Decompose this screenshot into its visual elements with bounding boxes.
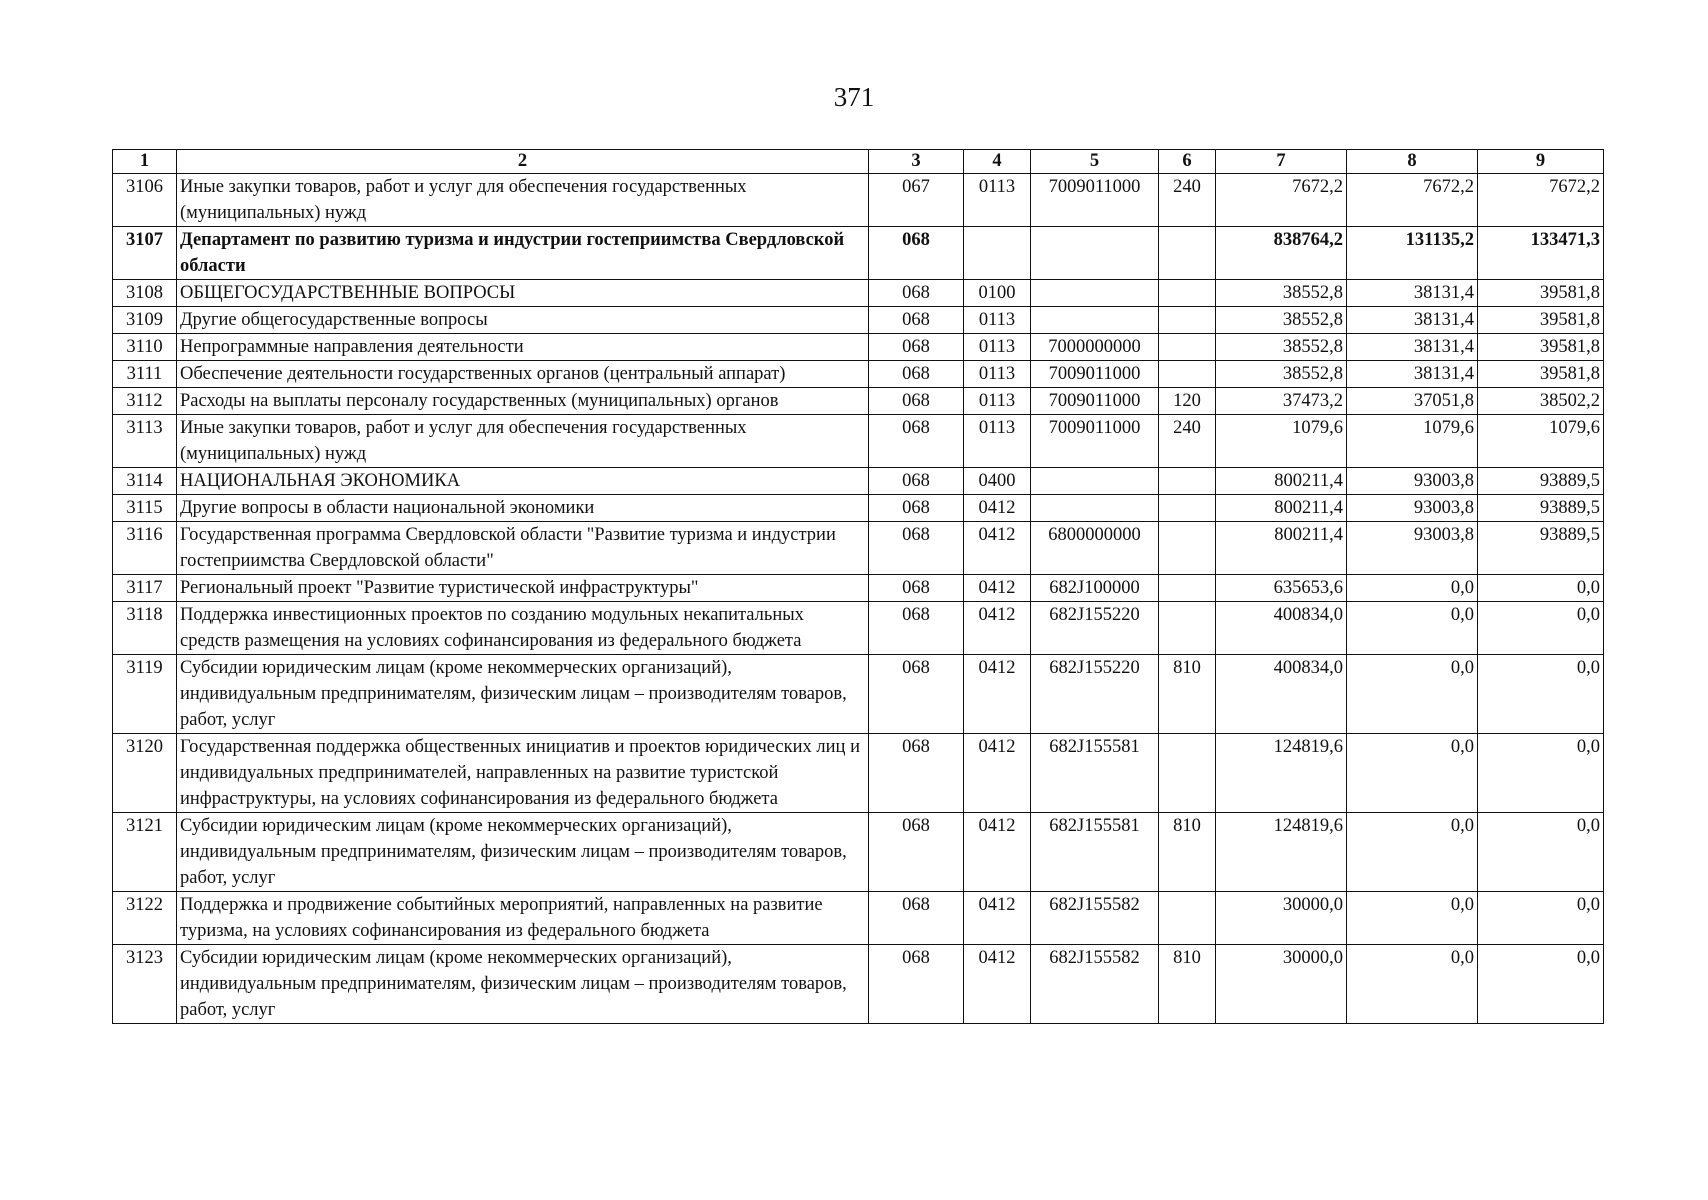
row-code-3: 068 [869,495,964,522]
table-row [113,388,1604,415]
row-value-8: 38131,4 [1347,361,1478,388]
row-code-5: 7009011000 [1031,361,1159,388]
row-code-6: 240 [1159,415,1216,468]
row-value-7: 800211,4 [1216,495,1347,522]
row-code-3: 068 [869,734,964,813]
table-row [113,280,1604,307]
row-value-9: 93889,5 [1478,468,1604,495]
row-value-8: 93003,8 [1347,495,1478,522]
row-value-9: 0,0 [1478,575,1604,602]
row-number: 3112 [113,388,177,415]
row-number: 3118 [113,602,177,655]
row-number: 3117 [113,575,177,602]
row-code-4: 0412 [964,734,1031,813]
row-number: 3108 [113,280,177,307]
row-description: Другие вопросы в области национальной экономики [177,495,869,522]
table-header [113,150,1604,174]
row-code-5: 7000000000 [1031,334,1159,361]
row-code-4: 0412 [964,892,1031,945]
row-value-9: 1079,6 [1478,415,1604,468]
row-value-9: 0,0 [1478,734,1604,813]
row-code-3: 068 [869,361,964,388]
row-code-5 [1031,468,1159,495]
budget-table [112,149,1604,1024]
row-description: Обеспечение деятельности государственных органов (центральный аппарат) [177,361,869,388]
row-number: 3109 [113,307,177,334]
row-description: Другие общегосударственные вопросы [177,307,869,334]
table-row [113,174,1604,227]
row-code-3: 068 [869,655,964,734]
row-code-4: 0113 [964,388,1031,415]
row-code-4: 0113 [964,174,1031,227]
header-row [113,150,1604,174]
row-code-6 [1159,522,1216,575]
column-header-7: 7 [1216,150,1347,174]
row-value-9: 39581,8 [1478,361,1604,388]
row-number: 3123 [113,945,177,1024]
column-header-1: 1 [113,150,177,174]
row-value-9: 39581,8 [1478,280,1604,307]
row-number: 3111 [113,361,177,388]
row-code-3: 068 [869,388,964,415]
row-number: 3121 [113,813,177,892]
table-row [113,334,1604,361]
row-value-8: 38131,4 [1347,307,1478,334]
row-code-5: 682J155582 [1031,892,1159,945]
row-code-4: 0412 [964,575,1031,602]
row-description: Субсидии юридическим лицам (кроме некоммерческих организаций), индивидуальным предпринимателям, физическим лицам – производителям товаров, работ, услуг [177,945,869,1024]
table-row [113,468,1604,495]
row-code-4: 0412 [964,495,1031,522]
row-code-4: 0412 [964,522,1031,575]
row-code-6 [1159,468,1216,495]
row-code-5: 682J155581 [1031,734,1159,813]
row-description: Непрограммные направления деятельности [177,334,869,361]
row-value-9: 0,0 [1478,655,1604,734]
row-value-7: 1079,6 [1216,415,1347,468]
row-description: ОБЩЕГОСУДАРСТВЕННЫЕ ВОПРОСЫ [177,280,869,307]
table-row [113,495,1604,522]
row-code-5: 7009011000 [1031,388,1159,415]
row-code-6: 120 [1159,388,1216,415]
row-value-7: 38552,8 [1216,280,1347,307]
row-value-7: 400834,0 [1216,602,1347,655]
row-code-6: 240 [1159,174,1216,227]
row-code-6 [1159,227,1216,280]
row-code-6 [1159,734,1216,813]
table-row [113,813,1604,892]
row-value-9: 0,0 [1478,602,1604,655]
row-value-9: 0,0 [1478,945,1604,1024]
row-value-7: 800211,4 [1216,468,1347,495]
row-description: Иные закупки товаров, работ и услуг для обеспечения государственных (муниципальных) нужд [177,415,869,468]
row-number: 3113 [113,415,177,468]
row-value-8: 1079,6 [1347,415,1478,468]
row-value-9: 38502,2 [1478,388,1604,415]
row-code-4: 0113 [964,307,1031,334]
table-row [113,307,1604,334]
column-header-5: 5 [1031,150,1159,174]
row-code-4: 0113 [964,415,1031,468]
row-value-7: 30000,0 [1216,945,1347,1024]
row-description: Департамент по развитию туризма и индустрии гостеприимства Свердловской области [177,227,869,280]
row-value-8: 93003,8 [1347,522,1478,575]
table-row [113,734,1604,813]
row-code-4: 0412 [964,945,1031,1024]
row-value-7: 37473,2 [1216,388,1347,415]
row-value-8: 0,0 [1347,892,1478,945]
row-description: Государственная программа Свердловской области "Развитие туризма и индустрии гостеприимства Свердловской области" [177,522,869,575]
table-row [113,602,1604,655]
row-code-4: 0100 [964,280,1031,307]
row-code-5: 7009011000 [1031,174,1159,227]
row-description: Государственная поддержка общественных инициатив и проектов юридических лиц и индивидуальных предпринимателей, направленных на развитие туристской инфраструктуры, на условиях софинансирования из федерального бюджета [177,734,869,813]
row-description: НАЦИОНАЛЬНАЯ ЭКОНОМИКА [177,468,869,495]
row-value-7: 124819,6 [1216,734,1347,813]
row-code-3: 068 [869,522,964,575]
row-code-6: 810 [1159,813,1216,892]
row-value-8: 38131,4 [1347,280,1478,307]
row-value-9: 0,0 [1478,813,1604,892]
row-code-6 [1159,892,1216,945]
row-code-3: 068 [869,468,964,495]
row-value-9: 0,0 [1478,892,1604,945]
row-code-4: 0412 [964,602,1031,655]
row-description: Поддержка и продвижение событийных мероприятий, направленных на развитие туризма, на условиях софинансирования из федерального бюджета [177,892,869,945]
row-description: Иные закупки товаров, работ и услуг для обеспечения государственных (муниципальных) нужд [177,174,869,227]
row-value-7: 38552,8 [1216,361,1347,388]
row-value-8: 0,0 [1347,575,1478,602]
row-code-6 [1159,334,1216,361]
row-code-3: 067 [869,174,964,227]
row-code-5 [1031,307,1159,334]
row-value-7: 838764,2 [1216,227,1347,280]
row-number: 3116 [113,522,177,575]
row-code-4: 0412 [964,655,1031,734]
row-code-4: 0113 [964,334,1031,361]
row-value-8: 0,0 [1347,945,1478,1024]
column-header-6: 6 [1159,150,1216,174]
row-code-6 [1159,602,1216,655]
table-row [113,945,1604,1024]
row-code-3: 068 [869,334,964,361]
row-number: 3120 [113,734,177,813]
row-number: 3110 [113,334,177,361]
row-number: 3119 [113,655,177,734]
page-number: 371 [833,82,875,112]
row-code-3: 068 [869,602,964,655]
row-value-8: 0,0 [1347,734,1478,813]
row-description: Субсидии юридическим лицам (кроме некоммерческих организаций), индивидуальным предпринимателям, физическим лицам – производителям товаров, работ, услуг [177,655,869,734]
row-code-4: 0113 [964,361,1031,388]
row-value-8: 7672,2 [1347,174,1478,227]
row-code-5: 682J155220 [1031,655,1159,734]
row-number: 3106 [113,174,177,227]
row-code-5 [1031,280,1159,307]
row-code-5 [1031,227,1159,280]
row-value-7: 7672,2 [1216,174,1347,227]
column-header-4: 4 [964,150,1031,174]
row-code-6: 810 [1159,945,1216,1024]
row-code-5: 682J155220 [1031,602,1159,655]
row-code-4: 0412 [964,813,1031,892]
column-header-9: 9 [1478,150,1604,174]
row-value-7: 800211,4 [1216,522,1347,575]
row-value-7: 30000,0 [1216,892,1347,945]
row-code-3: 068 [869,945,964,1024]
row-value-8: 93003,8 [1347,468,1478,495]
row-value-7: 38552,8 [1216,334,1347,361]
row-number: 3115 [113,495,177,522]
row-value-8: 131135,2 [1347,227,1478,280]
row-code-3: 068 [869,813,964,892]
row-number: 3114 [113,468,177,495]
row-value-8: 37051,8 [1347,388,1478,415]
row-code-5: 7009011000 [1031,415,1159,468]
row-code-5: 6800000000 [1031,522,1159,575]
row-code-5: 682J155582 [1031,945,1159,1024]
row-value-9: 133471,3 [1478,227,1604,280]
row-code-6 [1159,495,1216,522]
row-code-4 [964,227,1031,280]
table-row [113,892,1604,945]
row-code-4: 0400 [964,468,1031,495]
row-description: Поддержка инвестиционных проектов по созданию модульных некапитальных средств размещения на условиях софинансирования из федерального бюджета [177,602,869,655]
table-row [113,227,1604,280]
row-code-5: 682J155581 [1031,813,1159,892]
row-code-3: 068 [869,227,964,280]
row-code-5: 682J100000 [1031,575,1159,602]
column-header-2: 2 [177,150,869,174]
row-value-9: 39581,8 [1478,334,1604,361]
table-row [113,522,1604,575]
row-value-8: 0,0 [1347,655,1478,734]
row-code-6 [1159,280,1216,307]
row-value-7: 635653,6 [1216,575,1347,602]
table-row [113,575,1604,602]
row-value-8: 0,0 [1347,602,1478,655]
table-row [113,415,1604,468]
row-value-7: 124819,6 [1216,813,1347,892]
column-header-8: 8 [1347,150,1478,174]
row-description: Субсидии юридическим лицам (кроме некоммерческих организаций), индивидуальным предпринимателям, физическим лицам – производителям товаров, работ, услуг [177,813,869,892]
row-code-6 [1159,307,1216,334]
table-row [113,361,1604,388]
row-value-9: 93889,5 [1478,522,1604,575]
table-row [113,655,1604,734]
row-value-7: 400834,0 [1216,655,1347,734]
column-header-3: 3 [869,150,964,174]
row-code-6: 810 [1159,655,1216,734]
row-value-9: 93889,5 [1478,495,1604,522]
row-code-6 [1159,575,1216,602]
row-code-3: 068 [869,280,964,307]
row-code-3: 068 [869,575,964,602]
row-code-3: 068 [869,307,964,334]
row-description: Расходы на выплаты персоналу государственных (муниципальных) органов [177,388,869,415]
row-value-9: 7672,2 [1478,174,1604,227]
row-code-5 [1031,495,1159,522]
row-number: 3107 [113,227,177,280]
row-value-8: 0,0 [1347,813,1478,892]
row-value-9: 39581,8 [1478,307,1604,334]
row-code-6 [1159,361,1216,388]
table-body [113,174,1604,1024]
row-description: Региональный проект "Развитие туристической инфраструктуры" [177,575,869,602]
row-value-8: 38131,4 [1347,334,1478,361]
row-code-3: 068 [869,415,964,468]
row-number: 3122 [113,892,177,945]
row-code-3: 068 [869,892,964,945]
row-value-7: 38552,8 [1216,307,1347,334]
